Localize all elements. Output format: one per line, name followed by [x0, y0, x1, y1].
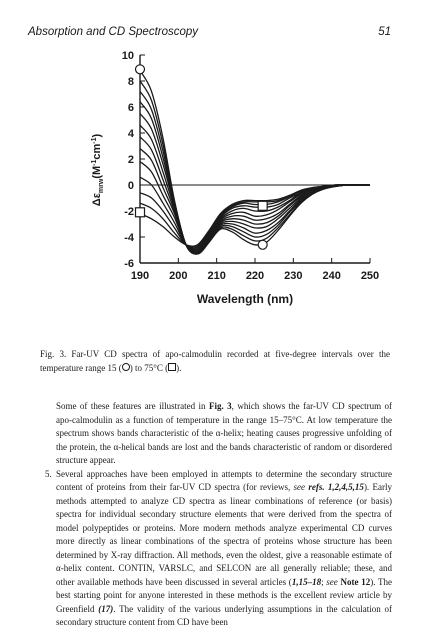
caption-text-2: ) to 75°C ( — [129, 363, 169, 373]
x-tick-label: 230 — [284, 270, 303, 282]
y-label-sub: mrw — [98, 178, 105, 194]
cd-spectrum-30c — [140, 102, 370, 254]
caption-text-1: Far-UV CD spectra of apo-calmodulin recorded at five-degree intervals over the temperature range 15 ( — [40, 349, 390, 373]
section-title: Absorption and CD Spectroscopy — [28, 26, 199, 38]
para1-text-a: Some of these features are illustrated in — [56, 401, 209, 411]
figure-reference: Fig. 3 — [208, 401, 232, 411]
spectra-curves — [140, 71, 370, 254]
y-axis-label — [91, 133, 105, 206]
open-square-icon — [168, 363, 176, 371]
y-label-exp1: -1 — [91, 159, 98, 166]
y-label-exp2: -1 — [91, 137, 98, 144]
y-tick-label: 6 — [127, 102, 134, 114]
y-tick-label: 8 — [127, 76, 134, 88]
y-tick-label: 2 — [127, 154, 134, 166]
paragraph-1 — [56, 400, 392, 468]
page-number: 51 — [378, 26, 391, 38]
circle-marker — [258, 240, 267, 249]
x-tick-label: 210 — [207, 270, 226, 282]
caption-text-3: ). — [176, 363, 182, 373]
chart-axes — [140, 55, 370, 263]
square-marker — [136, 208, 145, 217]
square-marker — [258, 201, 267, 210]
list-item-5 — [45, 468, 392, 630]
y-label-units-close: ) — [91, 133, 103, 138]
item5-text-c: ; — [321, 576, 327, 587]
item5-see-2: see — [326, 576, 338, 587]
cd-spectrum-15c — [140, 71, 370, 254]
list-item-number: 5. — [45, 468, 52, 479]
open-circle-icon — [122, 363, 130, 371]
y-tick-label: 10 — [121, 50, 134, 62]
x-tick-label: 240 — [322, 270, 341, 282]
x-axis-label: Wavelength (nm) — [196, 292, 294, 306]
item5-refs-2: 1,15–18 — [291, 576, 322, 587]
cd-spectrum-25c — [140, 91, 370, 254]
y-label-units-open: (M — [91, 165, 103, 179]
x-tick-label: 190 — [130, 270, 150, 282]
para1-text-b: , which shows the far-UV CD spectrum of apo-calmodulin as a function of temperature in the range 15–75°C. At low temperature the spectrum shows bands characteristic of the α-helix; heating causes progressive unfolding of the protein, the α-helical bands are lost and the bands characteristic of random or disordered structure appear. — [56, 401, 393, 465]
x-tick-label: 250 — [360, 270, 380, 282]
item5-text-b: ). Early methods attempted to analyze CD spectra as linear combinations of reference (or basis) spectra for individual secondary structure elements that were derived from the spectra of model polypeptides or proteins. More modern methods analyze experimental CD curves more directly as linear combinations of the spectra of proteins whose structure has been determined by X-ray diffraction. All methods, even the oldest, give a reasonable estimate of α-helix content. CONTIN, VARSLC, and SELCON are all generally reliable; these, and other available methods have been discussed in several articles ( — [56, 482, 392, 587]
item5-text-a: Several approaches have been employed in attempts to determine the secondary structure content of proteins from their far-UV CD spectra (for reviews, — [56, 468, 392, 492]
item5-see-1: see — [293, 482, 306, 492]
item5-refs-1: refs. 1,2,4,5,15 — [305, 482, 364, 492]
y-tick-label: 4 — [127, 128, 134, 140]
item5-text-d: ). The best starting point for anyone interested in these methods is the excellent review article by Greenfield — [56, 576, 392, 614]
y-tick-label: 0 — [127, 180, 134, 192]
item5-text-e: . The validity of the various underlying assumptions in the calculation of secondary structure content from CD have been — [56, 603, 392, 627]
circle-marker — [136, 65, 145, 74]
x-tick-label: 200 — [169, 270, 188, 282]
body-text — [45, 400, 393, 630]
y-tick-label: -6 — [124, 258, 134, 270]
x-tick-label: 220 — [245, 270, 265, 282]
y-label-units-mid: cm — [91, 143, 103, 160]
y-tick-label: -4 — [124, 232, 134, 244]
cd-spectrum-45c — [140, 137, 370, 253]
item5-ref-17: (17) — [98, 603, 114, 614]
caption-label: Fig. 3. — [40, 349, 67, 359]
figure-caption — [40, 347, 390, 375]
y-tick-label: -2 — [124, 206, 134, 218]
item5-note-ref: Note 12 — [337, 576, 371, 587]
y-label-main: Δε — [91, 193, 103, 207]
